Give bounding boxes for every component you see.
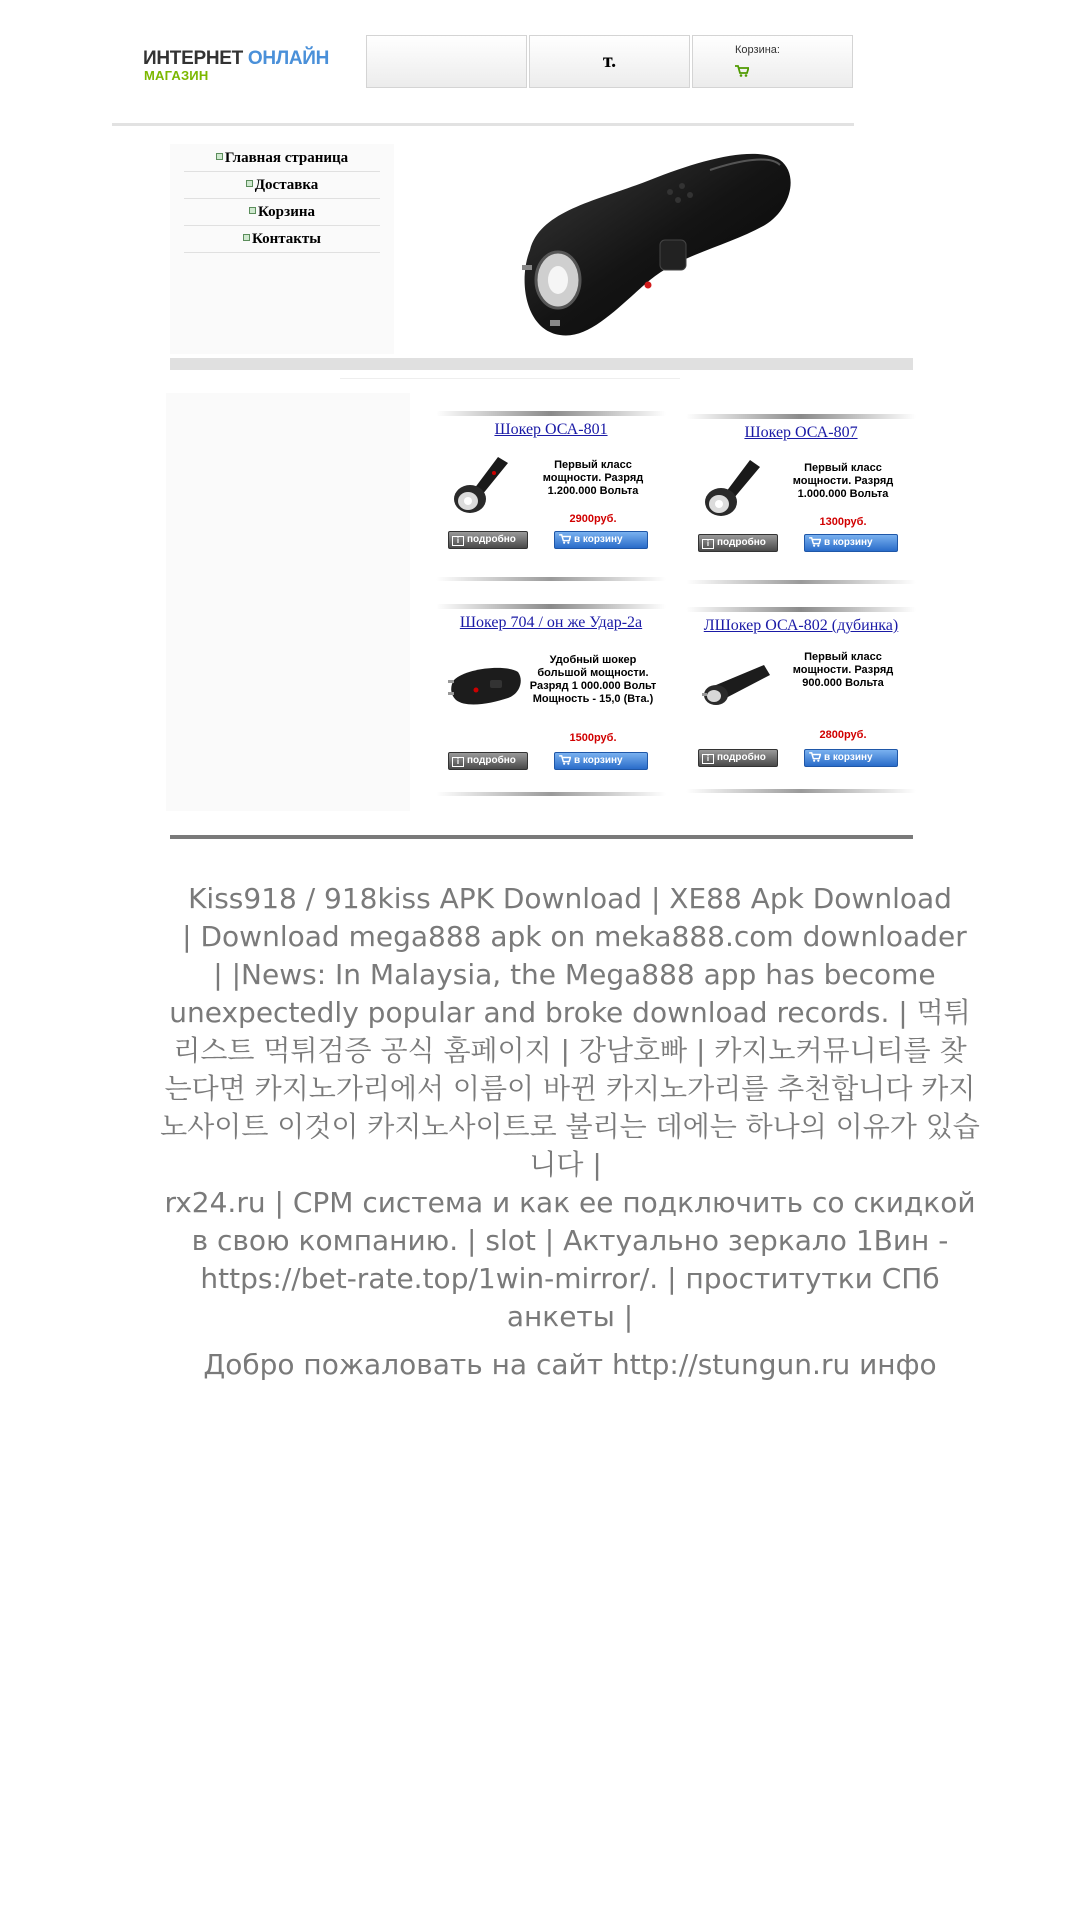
separator: | [535,1224,564,1257]
header-divider [112,123,854,126]
menu-item-contacts[interactable] [184,227,380,253]
product-price: 1300руб. [819,516,867,528]
add-to-cart-label: в корзину [824,537,873,548]
separator: | [889,996,917,1029]
separator: | [458,1224,486,1257]
details-button-label: подробно [467,755,516,766]
details-button-label: подробно [717,537,766,548]
logo-line1 [143,48,329,70]
info-icon: i [452,536,464,546]
bullet-icon [243,234,250,241]
cart-label: Корзина: [735,44,780,56]
card-top-divider [436,604,666,609]
hero-stun-gun-image [510,140,800,350]
separator: | [642,882,670,915]
product-description: Удобный шокер большой мощности. Разряд 1 000.000 Вольт Мощность - 15,0 (Вта.) [529,654,657,705]
footer-link[interactable]: rx24.ru [164,1186,266,1219]
product-compact-shocker-image[interactable] [446,650,526,720]
shopping-cart-icon [809,537,821,547]
add-to-cart-label: в корзину [574,534,623,545]
product-title-link[interactable]: Шокер ОСА-807 [744,424,858,441]
info-icon: i [702,754,714,764]
header-cart-box[interactable] [692,35,853,88]
hero-sub-divider [340,378,680,379]
separator: | [265,1186,293,1219]
product-price: 2900руб. [569,513,617,525]
left-column-panel [166,393,410,811]
card-bottom-divider [686,789,916,793]
header-box-text: т. [602,50,617,72]
separator: | [173,920,201,953]
footer-link[interactable]: Актуально зеркало 1Вин - https://bet-rate.top/1win-mirror/. [200,1224,949,1295]
menu-item-label: Контакты [251,231,322,247]
add-to-cart-button[interactable] [554,531,648,549]
product-title-link[interactable]: ЛШокер ОСА-802 (дубинка) [703,617,899,634]
add-to-cart-button[interactable] [804,749,898,767]
add-to-cart-label: в корзину [824,752,873,763]
separator: | [583,1148,611,1181]
footer-link[interactable]: News: In Malaysia, the Mega888 app has become unexpectedly popular and broke download records. [169,958,936,1029]
footer-link[interactable]: Kiss918 / 918kiss APK Download [188,882,643,915]
product-flashlight-shocker-image[interactable] [696,452,776,522]
details-button-label: подробно [717,752,766,763]
card-bottom-divider [436,792,666,796]
menu-item-cart[interactable] [184,200,380,226]
product-description: Первый класс мощности. Разряд 1.200.000 Вольта [542,459,644,497]
product-baton-shocker-image[interactable] [696,653,776,723]
menu-item-home[interactable] [184,146,380,172]
info-icon: i [702,539,714,549]
menu-item-label: Главная страница [224,150,349,166]
product-flashlight-shocker-image[interactable] [446,449,526,519]
logo-word-online: ОНЛАЙН [247,48,330,69]
product-card [436,604,666,796]
details-button[interactable] [448,752,528,770]
bullet-icon [246,180,253,187]
menu-item-label: Доставка [254,177,319,193]
product-price: 1500руб. [569,732,617,744]
separator: | [231,958,242,991]
add-to-cart-label: в корзину [574,755,623,766]
header-box-center [529,35,690,88]
site-logo[interactable] [143,48,328,82]
product-card [686,607,916,793]
add-to-cart-button[interactable] [554,752,648,770]
logo-word-internet: ИНТЕРНЕТ [143,48,243,69]
header-box-empty [366,35,527,88]
footer-link[interactable]: XE88 Apk Download [669,882,952,915]
footer-link[interactable]: Download mega888 apk on meka888.com downloader [200,920,967,953]
card-top-divider [436,411,666,416]
footer-link[interactable]: проститутки СПб анкеты [506,1262,940,1333]
product-title-link[interactable]: Шокер ОСА-801 [494,421,608,438]
footer-link[interactable]: slot [485,1224,536,1257]
footer-links [160,880,980,1336]
logo-word-shop: МАГАЗИН [144,68,209,83]
card-top-divider [686,607,916,612]
product-description: Первый класс мощности. Разряд 900.000 Вольта [792,651,894,689]
hero-divider-bar [170,358,913,370]
shopping-cart-icon[interactable] [735,65,749,77]
content-divider [170,835,913,839]
shopping-cart-icon [809,752,821,762]
card-top-divider [686,414,916,419]
footer-link[interactable]: 카지노커뮤니티를 찾는다면 카지노가리에서 이름이 바뀐 카지노가리를 추천합니다 카지노사이트 이것이 카지노사이트로 불리는 데에는 하나의 이유가 있습니다 [160,1034,980,1181]
product-description: Первый класс мощности. Разряд 1.000.000 Вольта [792,462,894,500]
product-price: 2800руб. [819,729,867,741]
separator: | [687,1034,715,1067]
details-button[interactable] [698,534,778,552]
details-button-label: подробно [467,534,516,545]
footer-link[interactable]: 먹튀리스트 먹튀검증 공식 홈페이지 [173,996,971,1067]
separator: | [551,1034,579,1067]
details-button[interactable] [698,749,778,767]
product-title-link[interactable]: Шокер 704 / он же Удар-2а [459,614,643,631]
menu-item-label: Корзина [258,204,315,220]
separator: | [204,958,232,991]
menu-item-delivery[interactable] [184,173,380,199]
bullet-icon [216,153,223,160]
product-card [436,411,666,581]
footer-link[interactable]: CPM система и как ее подключить со скидкой в свою компанию. [191,1186,976,1257]
details-button[interactable] [448,531,528,549]
footer-link[interactable]: 강남호빠 [578,1034,688,1067]
sidebar-menu [170,144,394,354]
product-card [686,414,916,584]
card-bottom-divider [686,580,916,584]
separator: | [614,1300,634,1333]
add-to-cart-button[interactable] [804,534,898,552]
separator: | [658,1262,686,1295]
card-bottom-divider [436,577,666,581]
bullet-icon [249,207,256,214]
welcome-text: Добро пожаловать на сайт http://stungun.ru инфо [203,1348,937,1381]
info-icon: i [452,757,464,767]
shopping-cart-icon [559,534,571,544]
footer [160,880,980,1384]
shopping-cart-icon [559,755,571,765]
